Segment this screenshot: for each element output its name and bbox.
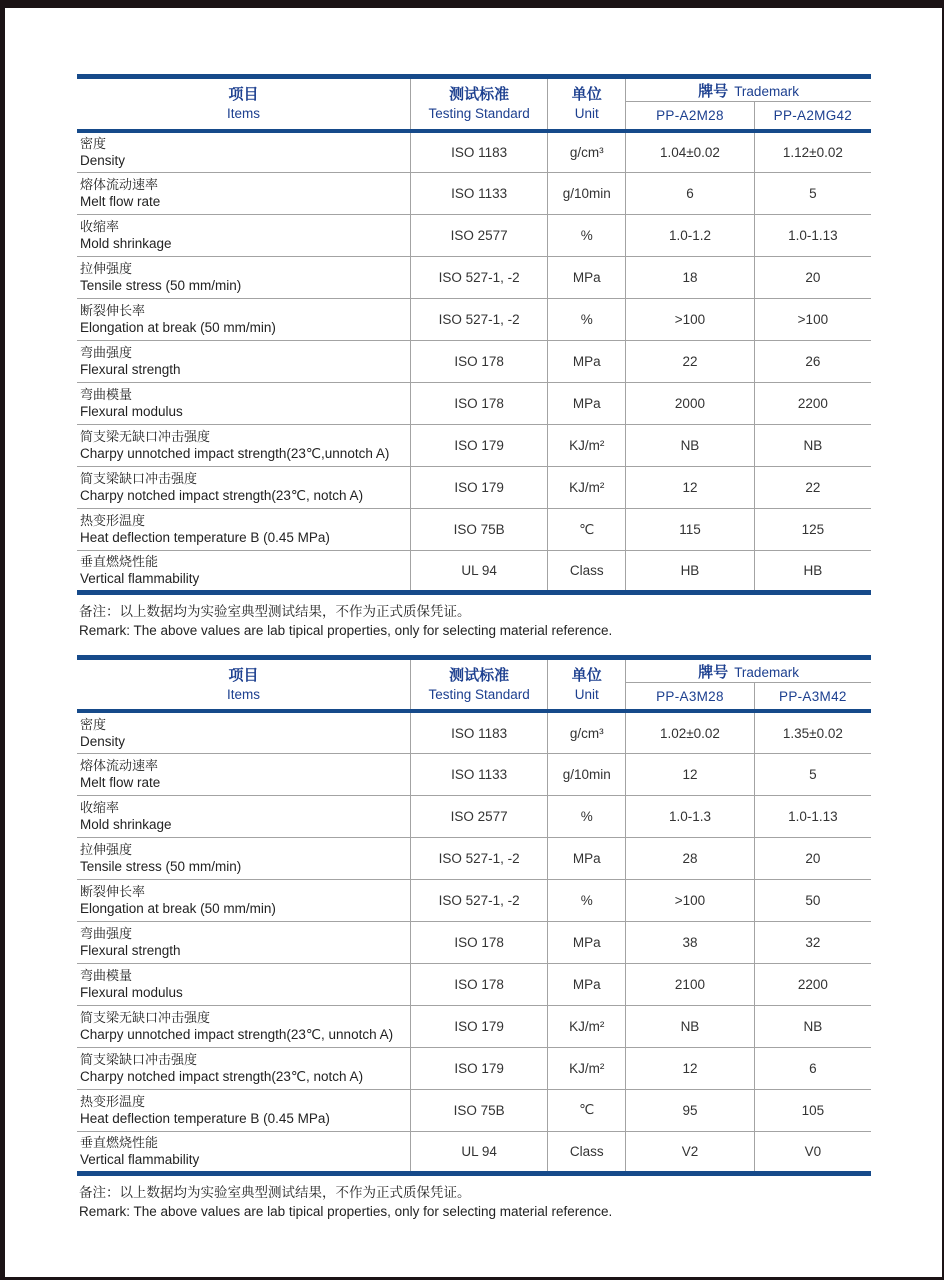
column-header-unit [548, 657, 626, 711]
value-cell: HB [754, 551, 871, 593]
item-label-cell [77, 1005, 410, 1047]
unit-header-cn: 单位 [571, 85, 602, 103]
standard-cell: ISO 1133 [410, 753, 547, 795]
value-cell: 1.0-1.3 [626, 795, 755, 837]
value-cell: 6 [754, 1047, 871, 1089]
item-label-cell [77, 509, 410, 551]
remark-en: Remark: The above values are lab tipical properties, only for selecting material reference. [79, 622, 613, 638]
value-cell: 12 [626, 753, 755, 795]
standard-header-en: Testing Standard [428, 686, 530, 702]
unit-header-en: Unit [574, 686, 599, 702]
item-label-cell [77, 551, 410, 593]
value-cell: 12 [626, 1047, 755, 1089]
remark-cn: 备注：以上数据均为实验室典型测试结果，不作为正式质保凭证。 [79, 604, 471, 619]
item-label-cell [77, 1047, 410, 1089]
property-table-1 [77, 74, 871, 595]
item-label-cell [77, 131, 410, 173]
trademark-header-cn: 牌号 [698, 663, 729, 681]
item-label-cn: 弯曲强度 [80, 345, 133, 360]
value-cell: 5 [754, 753, 871, 795]
item-label-en: Vertical flammability [80, 1151, 200, 1167]
header-row [77, 657, 871, 682]
value-cell: 20 [754, 257, 871, 299]
unit-cell: Class [548, 1131, 626, 1173]
header-row [77, 77, 871, 102]
value-cell: 20 [754, 837, 871, 879]
table-row [77, 257, 871, 299]
remark-1 [77, 603, 871, 641]
value-cell: NB [626, 425, 755, 467]
unit-cell: MPa [548, 383, 626, 425]
item-label-en: Elongation at break (50 mm/min) [80, 320, 276, 335]
value-cell: 22 [754, 467, 871, 509]
item-label-cn: 简支梁无缺口冲击强度 [80, 1009, 211, 1025]
value-cell: 1.04±0.02 [626, 131, 755, 173]
table-row [77, 1005, 871, 1047]
table-body [77, 711, 871, 1173]
value-cell: V0 [754, 1131, 871, 1173]
standard-cell: ISO 178 [410, 341, 547, 383]
item-label-cn: 热变形温度 [80, 1093, 146, 1109]
item-label-en: Charpy unnotched impact strength(23℃, unnotch A) [80, 1026, 394, 1042]
item-label-cell [77, 879, 410, 921]
value-cell: 1.12±0.02 [782, 144, 843, 160]
standard-cell: ISO 75B [410, 1089, 547, 1131]
table-row [77, 131, 871, 173]
value-cell: 1.0-1.2 [626, 215, 755, 257]
standard-cell: UL 94 [410, 1131, 547, 1173]
item-label-cell [77, 1131, 410, 1173]
item-label-en: Heat deflection temperature B (0.45 MPa) [80, 1110, 330, 1126]
item-label-en: Flexural modulus [80, 984, 183, 1000]
item-label-en: Mold shrinkage [80, 816, 172, 832]
standard-header-cn: 测试标准 [449, 666, 510, 684]
trademark-header-en: Trademark [734, 83, 799, 99]
standard-cell: ISO 1183 [410, 711, 547, 753]
item-label-cn: 密度 [80, 135, 107, 151]
value-cell: 32 [754, 921, 871, 963]
item-label-cell [77, 837, 410, 879]
item-label-cell [77, 467, 410, 509]
items-header-en: Items [226, 105, 260, 121]
unit-cell: MPa [548, 963, 626, 1005]
table-row [77, 921, 871, 963]
value-cell: 18 [626, 257, 755, 299]
standard-header-cn: 测试标准 [449, 85, 510, 103]
value-cell: 1.0-1.13 [754, 795, 871, 837]
unit-cell: KJ/m² [548, 1005, 626, 1047]
trademark-name: PP-A3M28 [626, 683, 755, 712]
standard-cell: ISO 527-1, -2 [410, 299, 547, 341]
item-label-en: Charpy notched impact strength(23℃, notch A) [80, 1068, 364, 1084]
value-cell: >100 [754, 299, 871, 341]
column-header-items [77, 657, 410, 711]
table-row [77, 753, 871, 795]
item-label-cn: 弯曲强度 [80, 925, 133, 941]
value-cell: NB [754, 1005, 871, 1047]
item-label-cn: 弯曲模量 [80, 387, 133, 402]
unit-cell: KJ/m² [548, 425, 626, 467]
item-label-cell [77, 921, 410, 963]
table-row [77, 383, 871, 425]
value-cell: 2100 [626, 963, 755, 1005]
column-header-trademark [626, 77, 871, 102]
table-row [77, 425, 871, 467]
property-table [77, 74, 871, 595]
table-row [77, 879, 871, 921]
standard-cell: ISO 2577 [410, 215, 547, 257]
table-row [77, 551, 871, 593]
value-cell: 105 [754, 1089, 871, 1131]
standard-cell: ISO 1133 [410, 173, 547, 215]
item-label-en: Tensile stress (50 mm/min) [80, 858, 242, 874]
value-cell: 2200 [754, 963, 871, 1005]
item-label-cell [77, 341, 410, 383]
item-label-cn: 垂直燃烧性能 [80, 554, 159, 569]
unit-cell: g/10min [548, 753, 626, 795]
standard-cell: ISO 178 [410, 383, 547, 425]
remark-en: Remark: The above values are lab tipical properties, only for selecting material reference. [79, 1203, 613, 1219]
value-cell: V2 [626, 1131, 755, 1173]
item-label-en: Tensile stress (50 mm/min) [80, 278, 242, 293]
item-label-cn: 简支梁无缺口冲击强度 [80, 429, 211, 444]
column-header-trademark [626, 657, 871, 682]
item-label-cell [77, 383, 410, 425]
table-row [77, 509, 871, 551]
unit-header-cn: 单位 [571, 666, 602, 684]
item-label-cn: 断裂伸长率 [80, 883, 146, 899]
item-label-cell [77, 795, 410, 837]
table-row [77, 711, 871, 753]
standard-header-en: Testing Standard [428, 105, 530, 121]
item-label-cell [77, 173, 410, 215]
table-row [77, 963, 871, 1005]
value-cell: 1.35±0.02 [782, 725, 843, 741]
remark-2 [77, 1184, 871, 1222]
table-row [77, 299, 871, 341]
value-cell: HB [626, 551, 755, 593]
value-cell: 5 [754, 173, 871, 215]
unit-cell: KJ/m² [548, 1047, 626, 1089]
item-label-en: Vertical flammability [80, 571, 200, 586]
column-header-items [77, 77, 410, 131]
item-label-en: Melt flow rate [80, 194, 161, 209]
value-cell: 1.02±0.02 [626, 711, 755, 753]
item-label-cell [77, 711, 410, 753]
value-cell: 95 [626, 1089, 755, 1131]
items-header-cn: 项目 [228, 666, 259, 684]
value-cell: >100 [626, 299, 755, 341]
item-label-cn: 热变形温度 [80, 513, 146, 528]
value-cell: 38 [626, 921, 755, 963]
standard-cell: ISO 179 [410, 1005, 547, 1047]
standard-cell: ISO 527-1, -2 [410, 879, 547, 921]
table-row [77, 467, 871, 509]
table-row [77, 795, 871, 837]
item-label-en: Charpy notched impact strength(23℃, notch A) [80, 488, 364, 503]
column-header-standard [410, 657, 547, 711]
item-label-en: Mold shrinkage [80, 236, 172, 251]
table-row [77, 837, 871, 879]
item-label-cell [77, 963, 410, 1005]
unit-cell: g/cm³ [548, 711, 626, 753]
table-body [77, 131, 871, 593]
item-label-en: Density [80, 152, 126, 168]
unit-cell: g/10min [548, 173, 626, 215]
item-label-cn: 弯曲模量 [80, 967, 133, 983]
value-cell: 50 [754, 879, 871, 921]
value-cell: 2000 [626, 383, 755, 425]
unit-cell: KJ/m² [548, 467, 626, 509]
standard-cell: ISO 527-1, -2 [410, 837, 547, 879]
datasheet-page [5, 8, 942, 1222]
table-row [77, 1047, 871, 1089]
unit-cell: % [548, 879, 626, 921]
standard-cell: ISO 179 [410, 425, 547, 467]
item-label-cn: 密度 [80, 716, 107, 732]
item-label-cn: 熔体流动速率 [80, 177, 159, 192]
item-label-cn: 垂直燃烧性能 [80, 1134, 159, 1150]
value-cell: 1.0-1.13 [754, 215, 871, 257]
standard-cell: ISO 527-1, -2 [410, 257, 547, 299]
unit-cell: ℃ [548, 509, 626, 551]
unit-cell: % [548, 215, 626, 257]
unit-cell: Class [548, 551, 626, 593]
item-label-cn: 拉伸强度 [80, 261, 133, 276]
trademark-header-cn: 牌号 [698, 82, 729, 100]
table-row [77, 1089, 871, 1131]
item-label-en: Flexural strength [80, 362, 181, 377]
item-label-cell [77, 257, 410, 299]
item-label-cell [77, 215, 410, 257]
trademark-name: PP-A3M42 [754, 683, 871, 712]
item-label-en: Charpy unnotched impact strength(23℃,unnotch A) [80, 446, 390, 461]
item-label-en: Density [80, 733, 126, 749]
value-cell: 22 [626, 341, 755, 383]
property-table [77, 655, 871, 1176]
column-header-standard [410, 77, 547, 131]
item-label-cn: 简支梁缺口冲击强度 [80, 471, 198, 486]
value-cell: NB [626, 1005, 755, 1047]
item-label-cn: 收缩率 [80, 219, 120, 234]
items-header-en: Items [226, 686, 260, 702]
table-row [77, 1131, 871, 1173]
value-cell: NB [754, 425, 871, 467]
standard-cell: ISO 2577 [410, 795, 547, 837]
table-row [77, 215, 871, 257]
unit-cell: g/cm³ [548, 131, 626, 173]
item-label-en: Flexural strength [80, 942, 181, 958]
unit-cell: MPa [548, 257, 626, 299]
item-label-cell [77, 299, 410, 341]
unit-cell: MPa [548, 341, 626, 383]
item-label-cell [77, 1089, 410, 1131]
item-label-en: Elongation at break (50 mm/min) [80, 900, 276, 916]
items-header-cn: 项目 [228, 85, 259, 103]
trademark-name: PP-A2MG42 [754, 102, 871, 131]
item-label-cn: 收缩率 [80, 799, 120, 815]
standard-cell: ISO 75B [410, 509, 547, 551]
item-label-en: Melt flow rate [80, 774, 161, 790]
standard-cell: UL 94 [410, 551, 547, 593]
trademark-header-en: Trademark [734, 664, 799, 680]
value-cell: 12 [626, 467, 755, 509]
standard-cell: ISO 179 [410, 467, 547, 509]
property-table-2 [77, 655, 871, 1176]
unit-cell: % [548, 795, 626, 837]
table-row [77, 341, 871, 383]
trademark-name: PP-A2M28 [626, 102, 755, 131]
unit-cell: MPa [548, 837, 626, 879]
value-cell: 26 [754, 341, 871, 383]
value-cell: >100 [626, 879, 755, 921]
standard-cell: ISO 178 [410, 921, 547, 963]
value-cell: 115 [626, 509, 755, 551]
item-label-en: Flexural modulus [80, 404, 183, 419]
unit-cell: % [548, 299, 626, 341]
column-header-unit [548, 77, 626, 131]
value-cell: 125 [754, 509, 871, 551]
standard-cell: ISO 179 [410, 1047, 547, 1089]
value-cell: 2200 [754, 383, 871, 425]
item-label-en: Heat deflection temperature B (0.45 MPa) [80, 530, 330, 545]
unit-cell: ℃ [548, 1089, 626, 1131]
item-label-cn: 简支梁缺口冲击强度 [80, 1051, 198, 1067]
item-label-cn: 拉伸强度 [80, 841, 133, 857]
item-label-cn: 断裂伸长率 [80, 303, 146, 318]
value-cell: 6 [626, 173, 755, 215]
item-label-cell [77, 753, 410, 795]
value-cell: 28 [626, 837, 755, 879]
unit-header-en: Unit [574, 105, 599, 121]
remark-cn: 备注：以上数据均为实验室典型测试结果，不作为正式质保凭证。 [79, 1184, 471, 1200]
standard-cell: ISO 178 [410, 963, 547, 1005]
item-label-cn: 熔体流动速率 [80, 757, 159, 773]
unit-cell: MPa [548, 921, 626, 963]
item-label-cell [77, 425, 410, 467]
standard-cell: ISO 1183 [410, 131, 547, 173]
table-row [77, 173, 871, 215]
